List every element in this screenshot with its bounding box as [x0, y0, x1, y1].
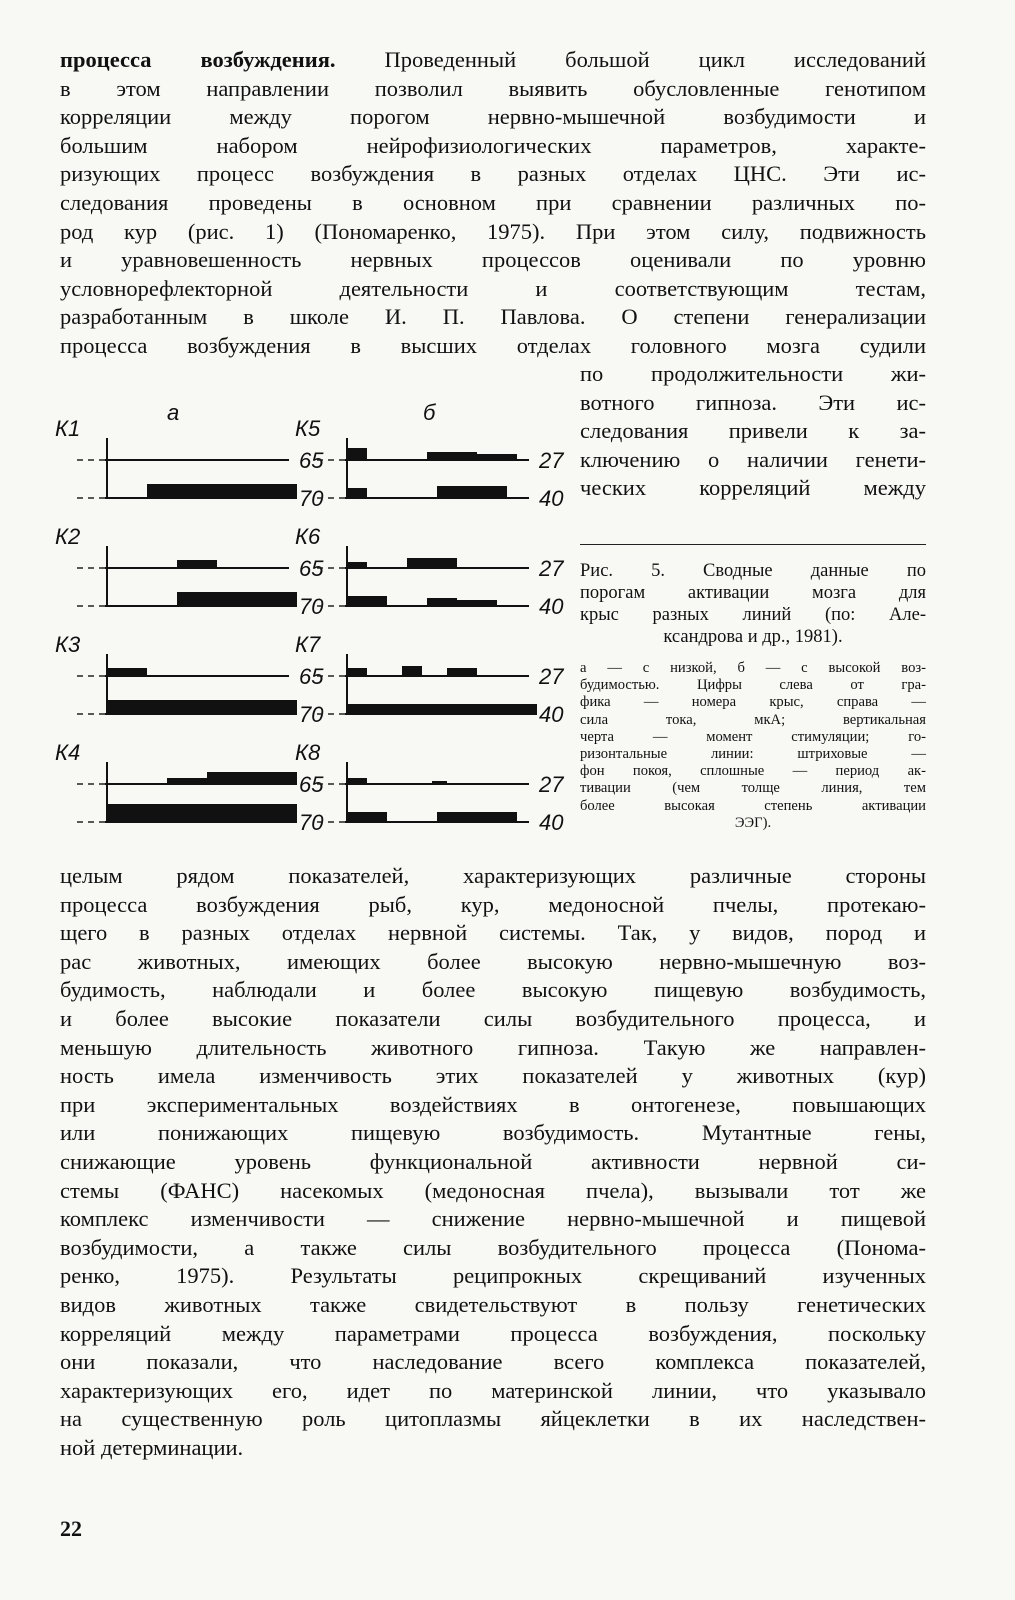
text-line: стемы (ФАНС) насекомых (медоносная пчела), вызывали тот же: [60, 1177, 926, 1203]
caption-line: Рис. 5. Сводные данные по: [580, 561, 926, 581]
text-line: процесса возбуждения рыб, кур, медоносной пчелы, протекаю-: [60, 891, 926, 917]
activation-bar: [402, 666, 422, 677]
rat-number-label: К3: [55, 632, 81, 657]
text-line: следования проведены в основном при сравнении различных по-: [60, 189, 926, 215]
caption-line: порогам активации мозга для: [580, 583, 926, 603]
current-value-label: 65: [299, 664, 324, 689]
rat-number-label: К5: [295, 416, 321, 441]
trace-row: [295, 632, 564, 727]
trace-row: [55, 632, 324, 727]
current-value-label: 27: [539, 556, 564, 581]
current-value-label: 40: [539, 594, 564, 619]
activation-bar: [347, 488, 367, 499]
trace-row: [295, 416, 564, 511]
text-line: вотного гипноза. Эти ис-: [580, 389, 926, 415]
activation-bar: [347, 704, 537, 715]
panel-b-label: б: [423, 400, 436, 425]
text-line: условнорефлекторной деятельности и соответствующим тестам,: [60, 275, 926, 301]
activation-bar: [177, 560, 217, 569]
text-line: разработанным в школе И. П. Павлова. О степени генерализации: [60, 304, 926, 330]
legend-line: более высокая степень активации: [580, 797, 926, 814]
text-line: снижающие уровень функциональной активности нервной си-: [60, 1148, 926, 1174]
activation-bar: [177, 592, 297, 607]
text-line: корреляции между порогом нервно-мышечной возбудимости и: [60, 104, 926, 130]
legend-line: будимостью. Цифры слева от гра-: [580, 677, 926, 694]
text-line: большим набором нейрофизиологических параметров, характе-: [60, 132, 926, 158]
legend-line: сила тока, мкА; вертикальная: [580, 711, 926, 728]
text-line: ность имела изменчивость этих показателей у животных (кур): [60, 1063, 926, 1089]
text-line: корреляций между параметрами процесса возбуждения, поскольку: [60, 1320, 926, 1346]
caption-line: крыс разных линий (по: Але-: [580, 605, 926, 625]
current-value-label: 40: [539, 486, 564, 511]
text-line: ризующих процесс возбуждения в разных отделах ЦНС. Эти ис-: [60, 161, 926, 187]
activation-bar: [427, 452, 477, 461]
activation-bar: [347, 596, 387, 607]
text-line: щего в разных отделах нервной системы. Так, у видов, пород и: [60, 920, 926, 946]
rat-number-label: К7: [295, 632, 321, 657]
activation-bar: [437, 486, 507, 499]
text-line: род кур (рис. 1) (Пономаренко, 1975). При этом силу, подвижность: [60, 218, 926, 244]
text-span: Проведенный большой цикл исследований: [335, 47, 926, 72]
legend-line: черта — момент стимуляции; го-: [580, 728, 926, 745]
current-value-label: 70: [299, 486, 324, 511]
text-line: ной детерминации.: [60, 1434, 244, 1460]
text-line: и более высокие показатели силы возбудительного процесса, и: [60, 1005, 926, 1031]
current-value-label: 27: [539, 448, 564, 473]
activation-bar: [347, 562, 367, 569]
trace-row: [295, 524, 564, 619]
figure-eeg-activation: [55, 398, 564, 843]
panel-a: [55, 416, 324, 835]
trace-row: [55, 740, 324, 835]
text-line: рас животных, имеющих более высокую нервно-мышечную воз-: [60, 948, 926, 974]
text-line: ческих корреляций между: [580, 475, 926, 501]
rat-number-label: К2: [55, 524, 81, 549]
legend-line: ЭЭГ).: [734, 814, 772, 831]
current-value-label: 27: [539, 664, 564, 689]
activation-bar: [347, 448, 367, 461]
activation-bar: [457, 600, 497, 607]
text-line: возбудимости, а также силы возбудительного процесса (Понома-: [60, 1234, 926, 1260]
text-line: они показали, что наследование всего комплекса показателей,: [60, 1349, 926, 1375]
trace-row: [55, 416, 324, 511]
paragraph-bottom: [60, 862, 926, 1462]
activation-bar: [437, 812, 517, 823]
text-line: и уравновешенность нервных процессов оценивали по уровню: [60, 247, 926, 273]
activation-bar: [347, 778, 367, 785]
text-line: при экспериментальных воздействиях в онтогенезе, повышающих: [60, 1091, 926, 1117]
panel-b: [295, 416, 564, 835]
figure-legend: [580, 660, 926, 832]
text-line: [60, 46, 926, 75]
text-line: целым рядом показателей, характеризующих различные стороны: [60, 863, 926, 888]
rat-number-label: К6: [295, 524, 321, 549]
paragraph-side-column: [580, 360, 926, 503]
text-line: на существенную роль цитоплазмы яйцеклетки в их наследствен-: [60, 1406, 926, 1432]
page-number: 22: [60, 1516, 82, 1541]
caption-rule: [580, 544, 926, 545]
current-value-label: 65: [299, 448, 324, 473]
activation-bar: [407, 558, 457, 569]
paragraph-top: [60, 46, 926, 361]
legend-line: тивации (чем толще линия, тем: [580, 780, 926, 797]
activation-bar: [432, 781, 447, 785]
activation-bar: [167, 778, 207, 785]
text-line: комплекс изменчивости — снижение нервно-мышечной и пищевой: [60, 1206, 926, 1232]
text-line: ренко, 1975). Результаты реципрокных скрещиваний изученных: [60, 1263, 926, 1289]
activation-bar: [147, 484, 297, 499]
rat-number-label: К8: [295, 740, 321, 765]
current-value-label: 27: [539, 772, 564, 797]
activation-bar: [477, 454, 517, 461]
legend-line: ризонтальные линии: штриховые —: [580, 746, 926, 763]
current-value-label: 70: [299, 702, 324, 727]
legend-line: фика — номера крыс, справа —: [580, 694, 926, 711]
current-value-label: 65: [299, 556, 324, 581]
text-line: характеризующих его, идет по материнской линии, что указывало: [60, 1377, 926, 1403]
text-line: по продолжительности жи-: [580, 361, 926, 386]
text-line: ключению о наличии генети-: [580, 446, 926, 472]
text-line: будимость, наблюдали и более высокую пищевую возбудимость,: [60, 977, 926, 1003]
caption-line: ксандрова и др., 1981).: [663, 627, 843, 647]
activation-bar: [447, 668, 477, 677]
text-line: процесса возбуждения в высших отделах головного мозга судили: [60, 332, 926, 358]
text-line: видов животных также свидетельствуют в пользу генетических: [60, 1291, 926, 1317]
activation-bar: [107, 700, 297, 715]
rat-number-label: К4: [55, 740, 81, 765]
activation-bar: [347, 668, 367, 677]
current-value-label: 70: [299, 810, 324, 835]
trace-row: [55, 524, 324, 619]
text-line: или понижающих пищевую возбудимость. Мутантные гены,: [60, 1120, 926, 1146]
rat-number-label: К1: [55, 416, 81, 441]
bold-phrase: процесса возбуждения.: [60, 47, 336, 72]
legend-line: фон покоя, сплошные — период ак-: [580, 763, 926, 780]
activation-bar: [107, 668, 147, 677]
panel-a-label: а: [167, 400, 180, 425]
text-line: меньшую длительность животного гипноза. Такую же направлен-: [60, 1034, 926, 1060]
activation-bar: [207, 772, 297, 785]
activation-bar: [427, 598, 457, 607]
current-value-label: 70: [299, 594, 324, 619]
activation-bar: [107, 804, 297, 823]
trace-row: [295, 740, 564, 835]
text-line: следования привели к за-: [580, 418, 926, 444]
activation-bar: [347, 812, 387, 823]
current-value-label: 40: [539, 810, 564, 835]
text-line: в этом направлении позволил выявить обусловленные генотипом: [60, 75, 926, 101]
figure-caption: [580, 560, 926, 648]
current-value-label: 65: [299, 772, 324, 797]
legend-line: а — с низкой, б — с высокой воз-: [580, 660, 926, 676]
current-value-label: 40: [539, 702, 564, 727]
